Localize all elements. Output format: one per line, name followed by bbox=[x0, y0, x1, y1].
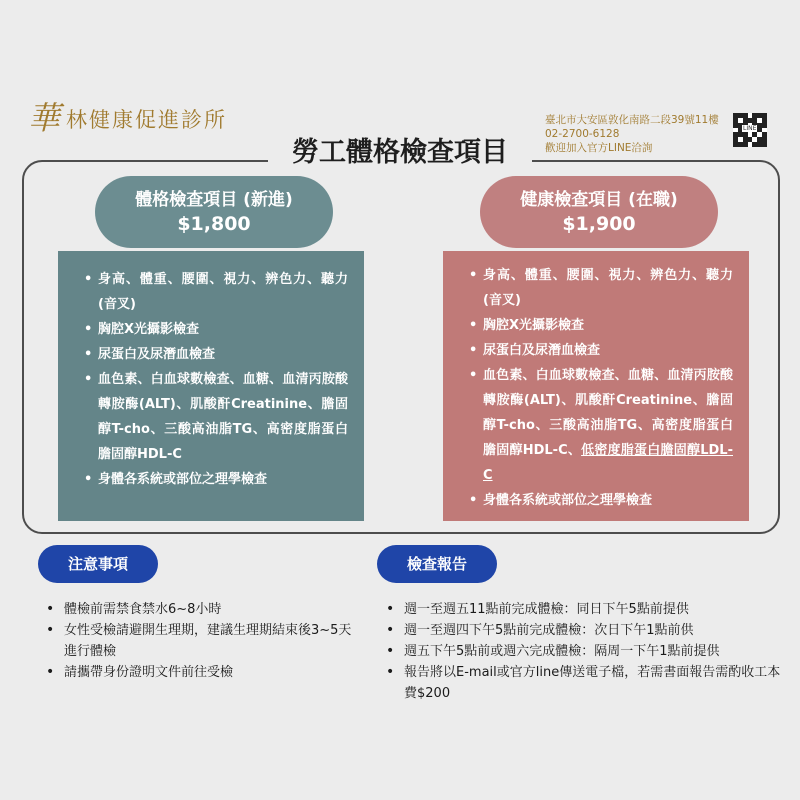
logo-mark: 華 bbox=[28, 99, 63, 137]
report-list bbox=[384, 599, 784, 704]
list-item: • 身高、體重、腰圍、視力、辨色力、聽力(音叉) bbox=[84, 267, 348, 317]
line-note: 歡迎加入官方LINE洽詢 bbox=[545, 142, 653, 154]
list-item: • 身體各系統或部位之理學檢查 bbox=[469, 488, 733, 513]
qr-code-icon[interactable] bbox=[733, 113, 767, 147]
new-hire-items-panel bbox=[58, 251, 364, 521]
new-hire-price: $1,800 bbox=[177, 213, 251, 235]
list-item: • 尿蛋白及尿潛血檢查 bbox=[469, 338, 733, 363]
list-item: • 女性受檢請避開生理期，建議生理期結束後3~5天進行體檢 bbox=[44, 620, 364, 662]
list-item: • 請攜帶身份證明文件前往受檢 bbox=[44, 662, 364, 683]
list-item: • 報告將以E-mail或官方line傳送電子檔，若需書面報告需酌收工本費$200 bbox=[384, 662, 784, 704]
list-item: • 週一至週四下午5點前完成體檢：次日下午1點前供 bbox=[384, 620, 784, 641]
qr-line-label: LINE bbox=[743, 125, 757, 132]
blood-test-text: 血色素、白血球數檢查、血糖、血清丙胺酸轉胺酶(ALT)、肌酸酐Creatinine、膽固醇T-cho、三酸高油脂TG、高密度脂蛋白膽固醇HDL-C、 bbox=[483, 368, 733, 458]
employed-items-panel bbox=[443, 251, 749, 521]
employed-title: 健康檢查項目 (在職) bbox=[520, 190, 678, 210]
address: 臺北市大安區敦化南路二段39號11樓 bbox=[545, 114, 719, 126]
notice-list bbox=[44, 599, 364, 683]
phone: 02-2700-6128 bbox=[545, 128, 620, 140]
ldl-text: 低密度脂蛋白膽固醇LDL-C bbox=[483, 443, 733, 483]
list-item: • 身高、體重、腰圍、視力、辨色力、聽力(音叉) bbox=[469, 263, 733, 313]
clinic-logo bbox=[28, 99, 228, 137]
page-title: 勞工體格檢查項目 bbox=[268, 133, 532, 177]
list-item: • 胸腔X光攝影檢查 bbox=[84, 317, 348, 342]
list-item: • 胸腔X光攝影檢查 bbox=[469, 313, 733, 338]
employed-list bbox=[469, 263, 733, 513]
employed-header bbox=[480, 176, 718, 248]
new-hire-title: 體格檢查項目 (新進) bbox=[135, 190, 293, 210]
new-hire-header bbox=[95, 176, 333, 248]
list-item: • 血色素、白血球數檢查、血糖、血清丙胺酸轉胺酶(ALT)、肌酸酐Creatinine、膽固醇T-cho、三酸高油脂TG、高密度脂蛋白膽固醇HDL-C bbox=[84, 367, 348, 467]
list-item bbox=[469, 363, 733, 488]
list-item: • 週一至週五11點前完成體檢：同日下午5點前提供 bbox=[384, 599, 784, 620]
logo-text: 林健康促進診所 bbox=[66, 108, 228, 132]
list-item: • 身體各系統或部位之理學檢查 bbox=[84, 467, 348, 492]
new-hire-list bbox=[84, 267, 348, 492]
contact-info bbox=[545, 113, 719, 155]
notice-label: 注意事項 bbox=[38, 545, 158, 583]
employed-price: $1,900 bbox=[562, 213, 636, 235]
list-item: • 體檢前需禁食禁水6~8小時 bbox=[44, 599, 364, 620]
report-label: 檢查報告 bbox=[377, 545, 497, 583]
list-item: • 尿蛋白及尿潛血檢查 bbox=[84, 342, 348, 367]
list-item: • 週五下午5點前或週六完成體檢：隔周一下午1點前提供 bbox=[384, 641, 784, 662]
